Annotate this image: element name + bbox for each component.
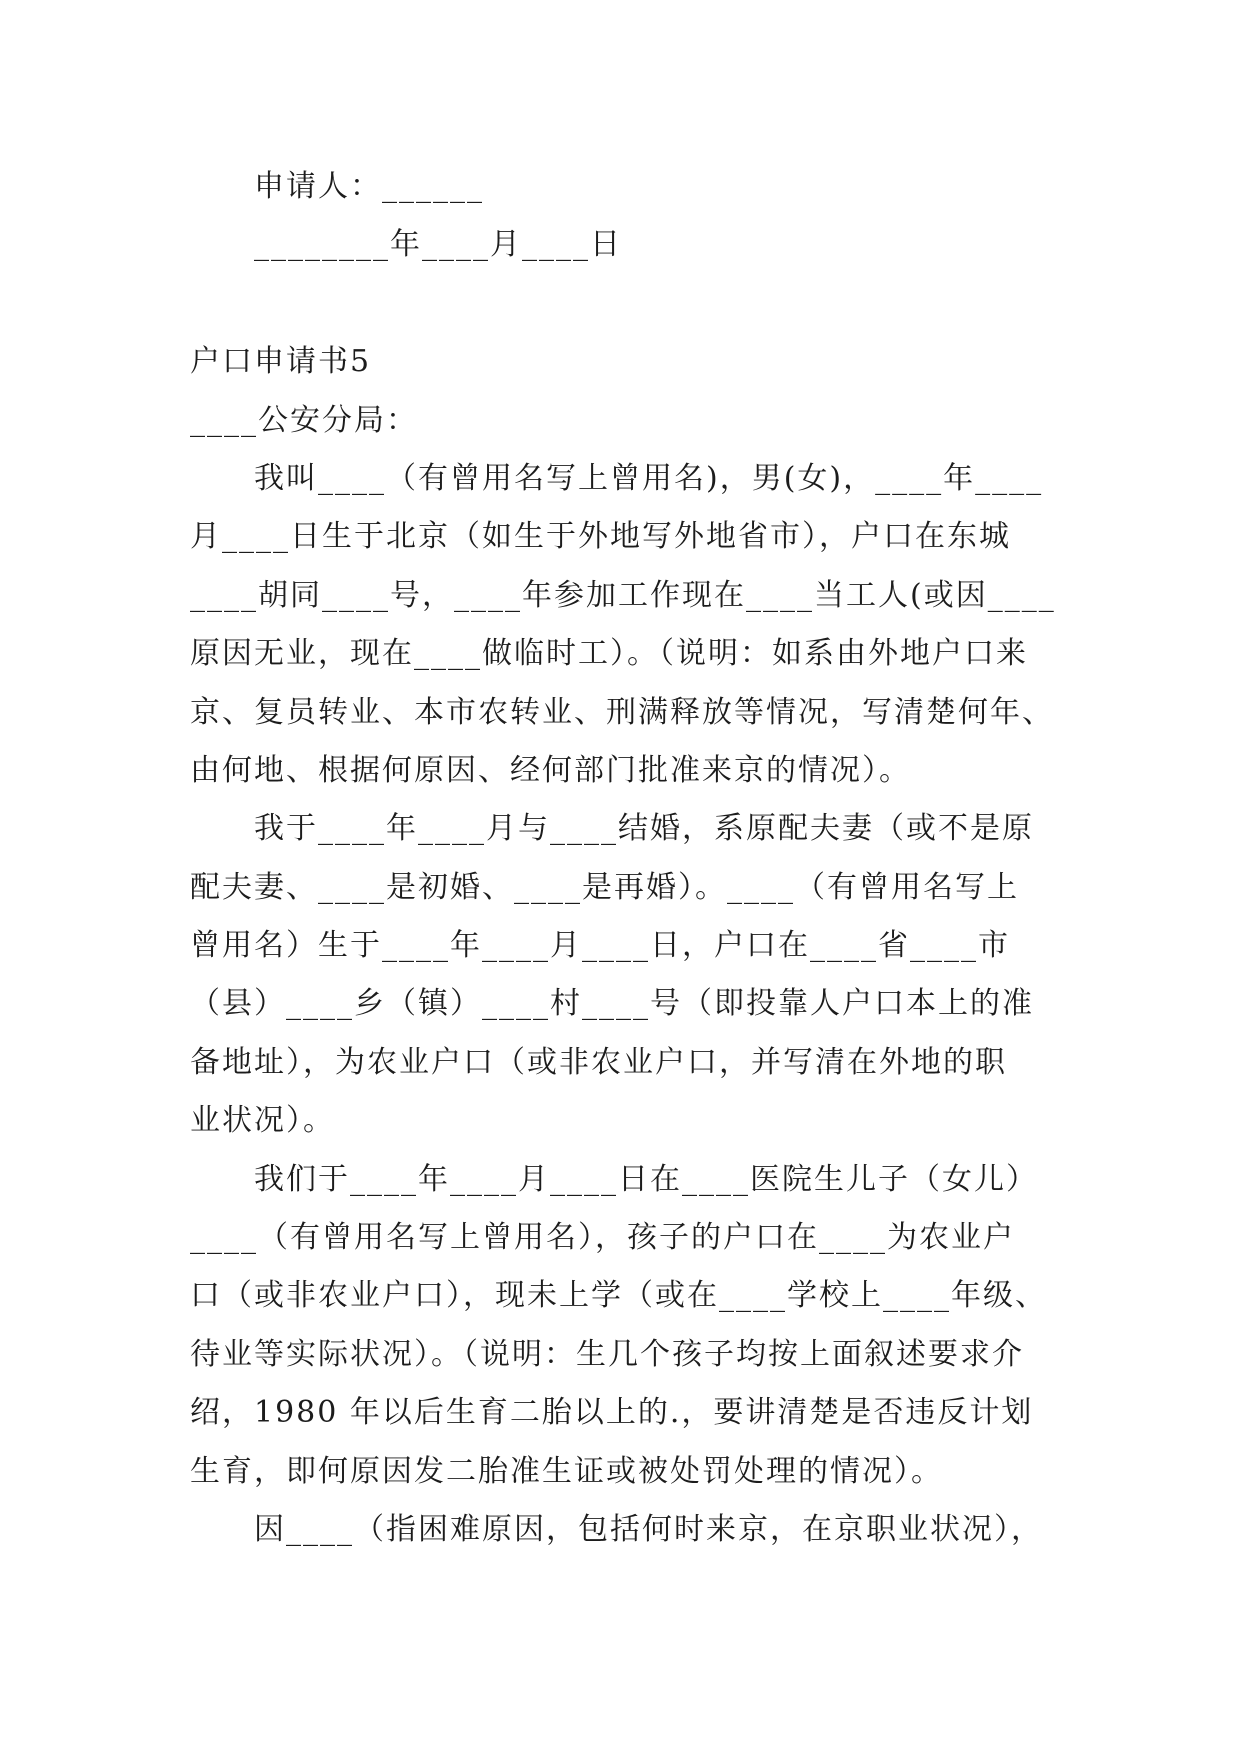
paragraph-line: 我叫____（有曾用名写上曾用名)，男(女)，____年____ xyxy=(254,460,1044,496)
paragraph-2 xyxy=(190,800,1241,1150)
paragraph-3 xyxy=(190,1151,1241,1501)
paragraph-line: 口（或非农业户口），现未上学（或在____学校上____年级、 xyxy=(190,1278,1047,1314)
paragraph-line: 因____（指困难原因，包括何时来京，在京职业状况）， xyxy=(254,1511,1043,1547)
spacer xyxy=(190,275,1241,333)
paragraph-line: 月____日生于北京（如生于外地写外地省市），户口在东城 xyxy=(190,519,1011,555)
paragraph-line: 待业等实际状况）。（说明：生几个孩子均按上面叙述要求介 xyxy=(190,1336,1024,1372)
paragraph-line: 由何地、根据何原因、经何部门批准来京的情况）。 xyxy=(190,752,911,788)
paragraph-line: 备地址），为农业户口（或非农业户口，并写清在外地的职 xyxy=(190,1044,1007,1080)
paragraph-line: 京、复员转业、本市农转业、刑满释放等情况，写清楚何年、 xyxy=(190,694,1054,730)
paragraph-line: 我们于____年____月____日在____医院生儿子（女儿） xyxy=(254,1161,1038,1197)
paragraph-line: 绍，1980 年以后生育二胎以上的.，要讲清楚是否违反计划 xyxy=(190,1395,1034,1431)
addressee-line: ____公安分局： xyxy=(190,402,418,438)
document-title: 户口申请书5 xyxy=(190,344,372,380)
paragraph-line: 原因无业，现在____做临时工）。（说明：如系由外地户口来 xyxy=(190,636,1028,672)
paragraph-1 xyxy=(190,450,1241,800)
paragraph-line: ____胡同____号，____年参加工作现在____当工人(或因____ xyxy=(190,577,1056,613)
paragraph-line: 业状况）。 xyxy=(190,1103,335,1139)
paragraph-line: 我于____年____月与____结婚，系原配夫妻（或不是原 xyxy=(254,811,1034,847)
paragraph-line: 配夫妻、____是初婚、____是再婚）。____（有曾用名写上 xyxy=(190,869,1019,905)
paragraph-4 xyxy=(190,1501,1241,1559)
paragraph-line: 曾用名）生于____年____月____日，户口在____省____市 xyxy=(190,928,1010,964)
paragraph-line: （县）____乡（镇）____村____号（即投靠人户口本上的准 xyxy=(190,986,1034,1022)
applicant-signature-line: 申请人：______ xyxy=(254,169,484,204)
paragraph-line: ____（有曾用名写上曾用名），孩子的户口在____为农业户 xyxy=(190,1220,1015,1256)
paragraph-line: 生育，即何原因发二胎准生证或被处罚处理的情况）。 xyxy=(190,1453,943,1489)
signature-date-line: ________年____月____日 xyxy=(254,227,622,263)
